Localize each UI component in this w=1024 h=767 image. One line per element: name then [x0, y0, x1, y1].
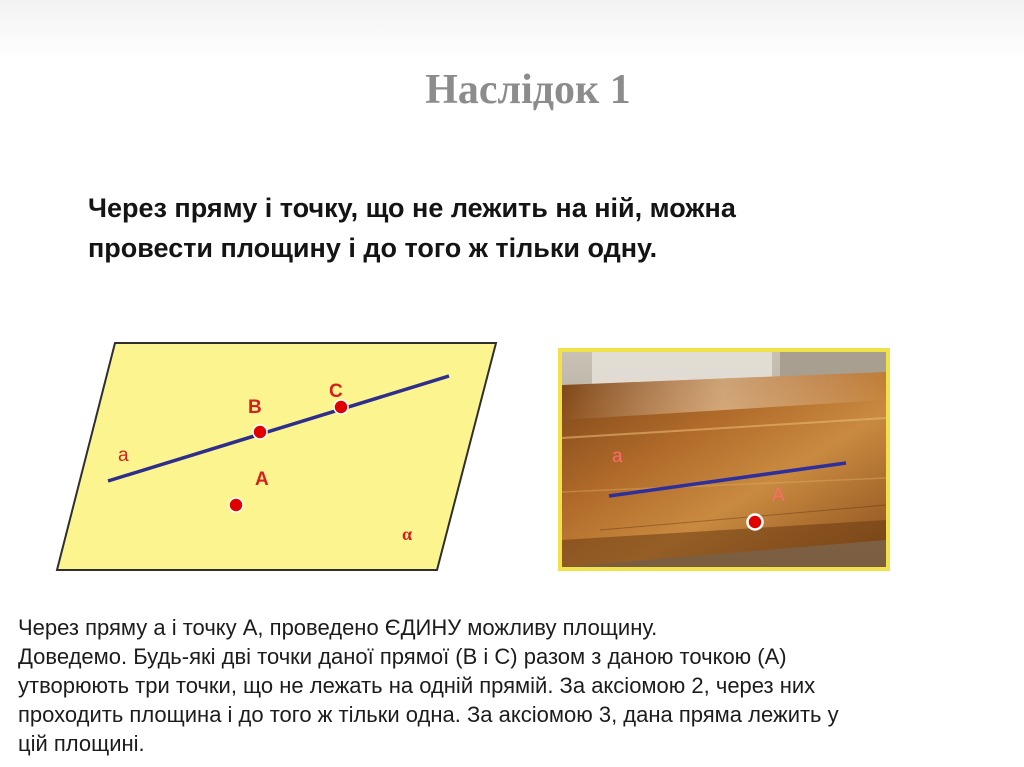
proof-line-4: проходить площина і до того ж тільки одна. За аксіомою 3, дана пряма лежить у: [18, 702, 839, 727]
photo-point-a-label: A: [772, 485, 785, 506]
point-c-label: C: [329, 381, 343, 402]
slide-title: Наслідок 1: [425, 67, 631, 113]
plane-alpha-label: α: [402, 524, 413, 544]
proof-line-3: утворюють три точки, що не лежать на одній прямій. За аксіомою 2, через них: [18, 673, 816, 698]
line-a-label: a: [118, 445, 129, 466]
point-b-label: B: [248, 397, 262, 418]
point-a: [229, 498, 243, 512]
point-a-label: A: [255, 469, 269, 490]
proof-text: [18, 613, 1018, 758]
point-c: [334, 400, 348, 414]
photo-line-a-label: a: [612, 446, 623, 467]
proof-line-1: Через пряму а і точку А, проведено ЄДИНУ можливу площину.: [18, 615, 658, 640]
plane-diagram: [57, 343, 496, 570]
statement-line-1: Через пряму і точку, що не лежить на ній, можна: [88, 193, 736, 223]
statement-line-2: провести площину і до того ж тільки одну.: [88, 233, 658, 263]
proof-line-5: цій площині.: [18, 731, 145, 756]
proof-line-2: Доведемо. Будь-які дві точки даної прямої (В і С) разом з даною точкою (А): [18, 644, 787, 669]
table-photo: [558, 348, 890, 571]
point-b: [253, 425, 267, 439]
photo-point-a: [748, 515, 763, 530]
